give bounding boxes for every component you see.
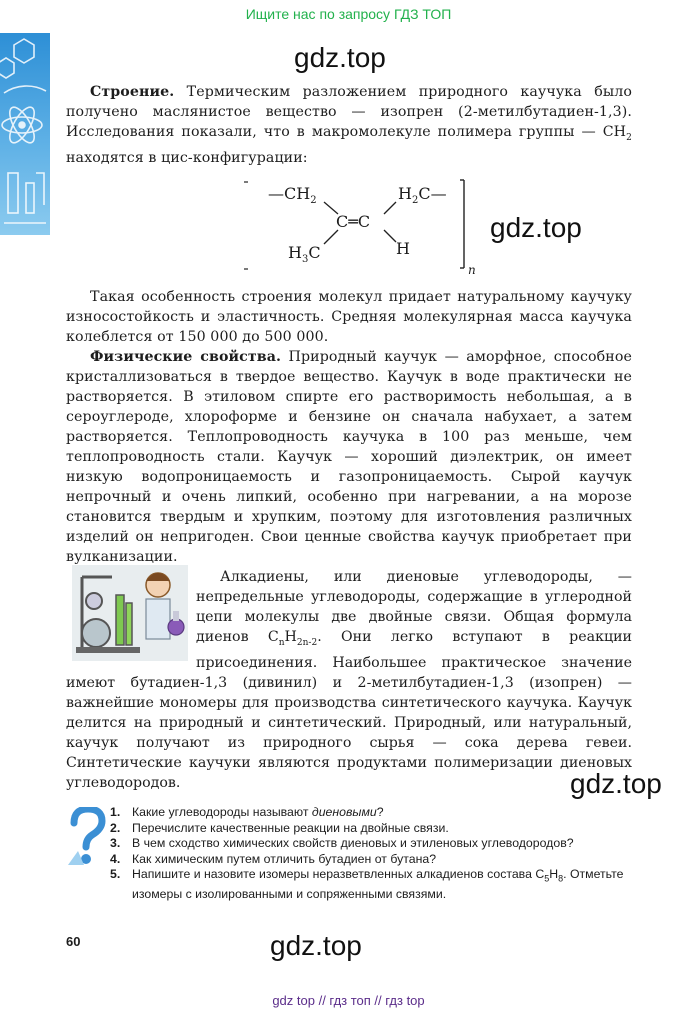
alkadienes-paragraph — [66, 567, 632, 793]
isoprene-polymer-formula — [238, 172, 488, 280]
structure-text: Термическим разложением природного каучука было получено маслянистое вещество — изопрен (2-метилбутадиен-1,3). Исследования показали, что в макромолекуле полимера группы — CH — [66, 84, 632, 140]
physical-properties-text: Природный каучук — аморфное, способное кристаллизоваться в твердое вещество. Каучук в воде практически не растворяется. В этиловом спирте его растворимость небольшая, а в сероуглероде, хлороформе и бензине он сначала набухает, а затем растворяется. Теплопроводность каучука в 100 раз меньше, чем теплопроводность стали. Каучук — хороший диэлектрик, он имеет низкую водопроницаемость и газопроницаемость. Сырой каучук непрочный и очень липкий, особенно при нагревании, а на морозе становится твердым и хрупким, поэтому для изготовления различных изделий он непригоден. Свои ценные свойства каучук приобретает при вулканизации. — [66, 349, 632, 565]
watermark-middle: gdz.top — [570, 768, 662, 799]
question-3: 3. В чем сходство химических свойств диеновых и этиленовых углеводородов? — [110, 836, 574, 851]
watermark-top: gdz.top — [294, 42, 386, 73]
formula-h: H — [284, 629, 297, 645]
polymer-index-n: n — [468, 263, 476, 277]
structure-tail: находятся в цис-конфигурации: — [66, 149, 308, 166]
properties-paragraphs — [66, 287, 632, 567]
top-banner[interactable]: Ищите нас по запросу ГДЗ ТОП — [245, 6, 452, 22]
double-bond-carbons: C═C — [336, 212, 371, 231]
formula-sub-2n-2: 2n-2 — [296, 637, 318, 648]
molecular-mass-paragraph: Такая особенность строения молекул придает натуральному каучуку износостойкость и эластичность. Средняя молекулярная масса каучука колеблется от 150 000 до 500 000. — [66, 289, 632, 345]
methyl-group: $H_3C$ — [288, 243, 321, 265]
question-5: 5. Напишите и назовите изомеры неразветвленных алкадиенов состава $C_5H_8$. Отметьте изомеры с изолированными и сопряженными связями. — [110, 867, 624, 902]
question-mark-icon — [66, 807, 106, 865]
watermark-formula: gdz.top — [490, 212, 582, 243]
physical-properties-lead: Физические свойства. — [90, 349, 282, 365]
review-questions — [110, 805, 636, 903]
question-1: 1. Какие углеводороды называют диеновыми? — [110, 805, 384, 819]
page-number: 60 — [66, 934, 81, 949]
structure-paragraph — [66, 82, 632, 168]
h2c-right-group: $H_2C—$ — [398, 184, 447, 206]
ch2-left-group: $—CH_2$ — [268, 184, 317, 206]
side-decoration-image — [0, 33, 50, 235]
alkadienes-text-1: Алкадиены, или диеновые углеводороды, — непредельные углеводороды, содержащие в углеродной цепи молекулы две двойные связи. Общая формула диенов C — [196, 569, 632, 645]
watermark-bottom: gdz.top — [270, 930, 362, 961]
alkadienes-text-2: . Они легко вступают в реакции присоединения. Наибольшее практическое значение имеют бутадиен-1,3 (дивинил) и 2-метилбутадиен-1,3 (изопрен) — важнейшие мономеры для производства синтетического каучука. Каучук делится на природный и синтетический. Природный, или натуральный, каучук получают из природного сырья — сока дерева гевеи. Синтетические каучуки являются продуктами полимеризации диеновых углеводородов. — [66, 629, 632, 791]
question-4: 4. Как химическим путем отличить бутадиен от бутана? — [110, 851, 437, 866]
footer-links[interactable]: gdz top // гдз топ // гдз top — [272, 993, 425, 1008]
question-2: 2. Перечислите качественные реакции на двойные связи. — [110, 820, 449, 835]
structure-lead: Строение. — [90, 84, 175, 100]
hydrogen-atom: H — [396, 239, 410, 258]
formula-sub-n: n — [278, 637, 285, 648]
ch2-subscript: 2 — [626, 132, 632, 143]
